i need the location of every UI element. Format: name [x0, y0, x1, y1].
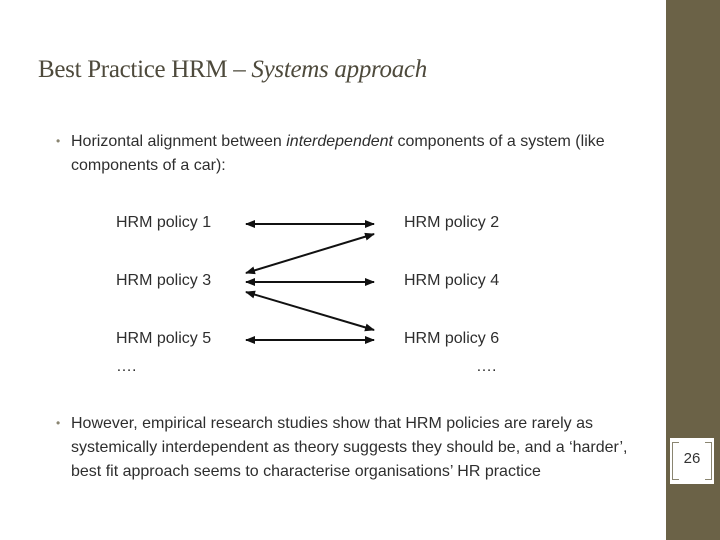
- policy-2: HRM policy 2: [404, 214, 500, 231]
- policy-1: HRM policy 1: [116, 214, 212, 231]
- arrow-2-3: [246, 234, 374, 273]
- bullet-marker-1: •: [56, 134, 61, 148]
- page-number: 26: [683, 450, 701, 467]
- more-policies-left: ….: [116, 358, 137, 375]
- title-main-text: Best Practice HRM –: [38, 56, 252, 83]
- policy-3: HRM policy 3: [116, 272, 212, 289]
- policy-4: HRM policy 4: [404, 272, 500, 289]
- bullet-marker-2: •: [56, 416, 61, 430]
- arrow-4-5: [246, 292, 374, 330]
- policy-6: HRM policy 6: [404, 330, 500, 347]
- page-number-box: [670, 438, 714, 484]
- policy-5: HRM policy 5: [116, 330, 212, 347]
- bullet1-emphasis: interdependent: [286, 133, 393, 150]
- bullet1-pre: Horizontal alignment between: [71, 133, 287, 150]
- more-policies-right: ….: [476, 358, 497, 375]
- bullet1-post: components of a system (like components of a car):: [71, 133, 605, 174]
- bullet-text-2: However, empirical research studies show that HRM policies are rarely as systemically interdependent as theory suggests they should be, and a ‘harder’, best fit approach seems to characterise organisations’ HR practice: [71, 415, 628, 480]
- title-italic-text: Systems approach: [251, 56, 427, 83]
